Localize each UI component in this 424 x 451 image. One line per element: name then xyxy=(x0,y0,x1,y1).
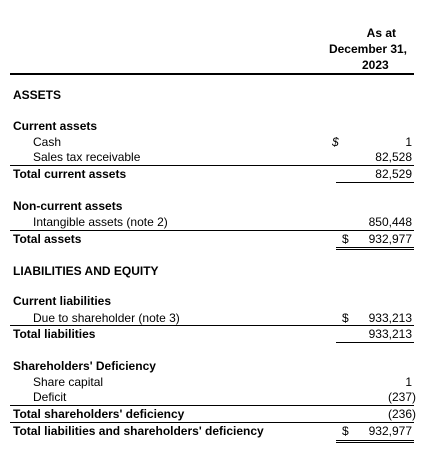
column-header-line3: 2023 xyxy=(362,58,389,72)
total-deficiency-label: Total shareholders' deficiency xyxy=(13,407,185,421)
share-capital-label: Share capital xyxy=(33,375,104,389)
grand-total-label: Total liabilities and shareholders' deficiency xyxy=(13,424,264,438)
assets-heading: ASSETS xyxy=(13,88,62,102)
cash-label: Cash xyxy=(33,135,62,149)
total-assets-label: Total assets xyxy=(13,232,82,246)
sales-tax-label: Sales tax receivable xyxy=(33,150,141,164)
total-current-assets-value: 82,529 xyxy=(375,167,412,181)
rule xyxy=(10,405,414,406)
total-liabilities-value: 933,213 xyxy=(368,327,412,341)
grand-total-dollar-sign: $ xyxy=(342,424,349,438)
current-liabilities-heading: Current liabilities xyxy=(13,294,112,308)
rule xyxy=(10,165,414,166)
total-assets-value: 932,977 xyxy=(368,232,412,246)
intangible-assets-label: Intangible assets (note 2) xyxy=(33,215,168,229)
total-liabilities-label: Total liabilities xyxy=(13,327,96,341)
cash-dollar-sign: $ xyxy=(332,135,339,149)
sales-tax-value: 82,528 xyxy=(375,150,412,164)
due-to-shareholder-value: 933,213 xyxy=(368,311,412,325)
grand-total-value: 932,977 xyxy=(368,424,412,438)
column-header-line2: December 31, xyxy=(328,42,408,56)
rule xyxy=(10,230,414,231)
total-assets-dollar-sign: $ xyxy=(342,232,349,246)
share-capital-value: 1 xyxy=(405,375,412,389)
total-current-assets-label: Total current assets xyxy=(13,167,127,181)
rule xyxy=(336,342,414,343)
non-current-assets-heading: Non-current assets xyxy=(13,199,123,213)
due-dollar-sign: $ xyxy=(342,311,349,325)
rule xyxy=(336,440,414,441)
deficit-value: (237) xyxy=(387,390,416,404)
intangible-assets-value: 850,448 xyxy=(368,215,412,229)
rule xyxy=(10,325,414,326)
due-to-shareholder-label: Due to shareholder (note 3) xyxy=(33,311,180,325)
rule xyxy=(336,182,414,183)
deficiency-heading: Shareholders' Deficiency xyxy=(13,359,156,373)
cash-value: 1 xyxy=(405,135,412,149)
deficit-label: Deficit xyxy=(33,390,67,404)
rule xyxy=(336,442,414,443)
current-assets-heading: Current assets xyxy=(13,119,98,133)
rule xyxy=(10,422,414,423)
header-rule xyxy=(10,73,414,75)
rule xyxy=(336,247,414,248)
liabilities-equity-heading: LIABILITIES AND EQUITY xyxy=(13,264,159,278)
column-header-line1: As at xyxy=(366,26,396,40)
rule xyxy=(336,249,414,250)
total-deficiency-value: (236) xyxy=(387,407,416,421)
